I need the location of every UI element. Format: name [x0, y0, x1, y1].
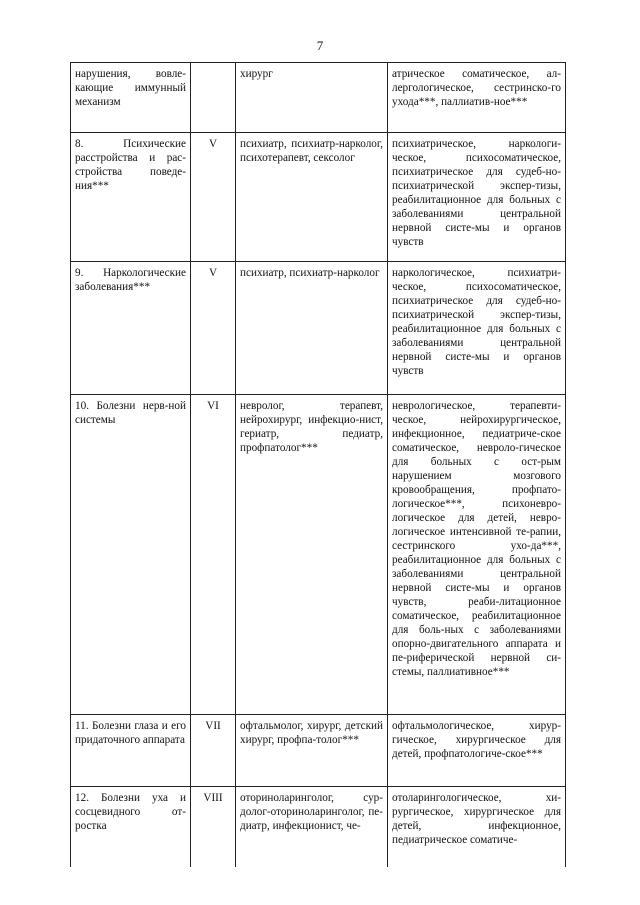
bed-profile-cell: психиатрическое, наркологи-ческое, психосоматическое, психиатрическое для судеб-но-психиатрической экспер-тизы, реабилитационное для больных с заболеваниями центральной нервной систе-мы и органов чувств: [388, 133, 566, 262]
disease-profile-table: [70, 62, 566, 867]
class-cell: V: [191, 133, 236, 262]
page-number: 7: [316, 38, 324, 53]
disease-cell: 12. Болезни уха и сосцевидного от-ростка: [71, 787, 191, 867]
table-row: [71, 63, 566, 133]
specialists-cell: оториноларинголог, сур-долог-оториноларинголог, пе-диатр, инфекционист, че-: [236, 787, 388, 867]
table-row: [71, 787, 566, 867]
class-cell: VIII: [191, 787, 236, 867]
table-row: [71, 262, 566, 395]
disease-cell: нарушения, вовле-кающие иммунный механизм: [71, 63, 191, 133]
disease-cell: 11. Болезни глаза и его придаточного аппарата: [71, 715, 191, 787]
disease-cell: 10. Болезни нерв-ной системы: [71, 395, 191, 715]
table-row: [71, 715, 566, 787]
class-cell: VI: [191, 395, 236, 715]
bed-profile-cell: офтальмологическое, хирур-гическое, хирургическое для детей, профпатологиче-ское***: [388, 715, 566, 787]
bed-profile-cell: неврологическое, терапевти-ческое, нейрохирургическое, инфекционное, педиатриче-ское соматическое, невроло-гическое для больных с ост-рым нарушением мозгового кровообращения, профпато-логическое***, психоневро-логическое для детей, невро-логическое интенсивной те-рапии, сестринского ухо-да***, реабилитационное для больных с заболеваниями центральной нервной систе-мы и органов чувств, реаби-литационное соматическое, реабилитационное для боль-ных с заболеваниями опорно-двигательного аппарата и пе-риферической нервной си-стемы, паллиативное***: [388, 395, 566, 715]
specialists-cell: офтальмолог, хирург, детский хирург, профпа-толог***: [236, 715, 388, 787]
class-cell: VII: [191, 715, 236, 787]
bed-profile-cell: отоларингологическое, хи-рургическое, хирургическое для детей, инфекционное, педиатрическое соматиче-: [388, 787, 566, 867]
specialists-cell: психиатр, психиатр-нарколог: [236, 262, 388, 395]
disease-cell: 8. Психические расстройства и рас-стройства поведе-ния***: [71, 133, 191, 262]
specialists-cell: невролог, терапевт, нейрохирург, инфекцио-нист, гериатр, педиатр, профпатолог***: [236, 395, 388, 715]
class-cell: [191, 63, 236, 133]
table-row: [71, 395, 566, 715]
bed-profile-cell: атрическое соматическое, ал-лергологическое, сестринско-го ухода***, паллиатив-ное***: [388, 63, 566, 133]
table-row: [71, 133, 566, 262]
bed-profile-cell: наркологическое, психиатри-ческое, психосоматическое, психиатрическое для судеб-но-психиатрической экспер-тизы, реабилитационное для больных с заболеваниями центральной нервной систе-мы и органов чувств: [388, 262, 566, 395]
disease-cell: 9. Наркологические заболевания***: [71, 262, 191, 395]
specialists-cell: хирург: [236, 63, 388, 133]
specialists-cell: психиатр, психиатр-нарколог, психотерапевт, сексолог: [236, 133, 388, 262]
class-cell: V: [191, 262, 236, 395]
